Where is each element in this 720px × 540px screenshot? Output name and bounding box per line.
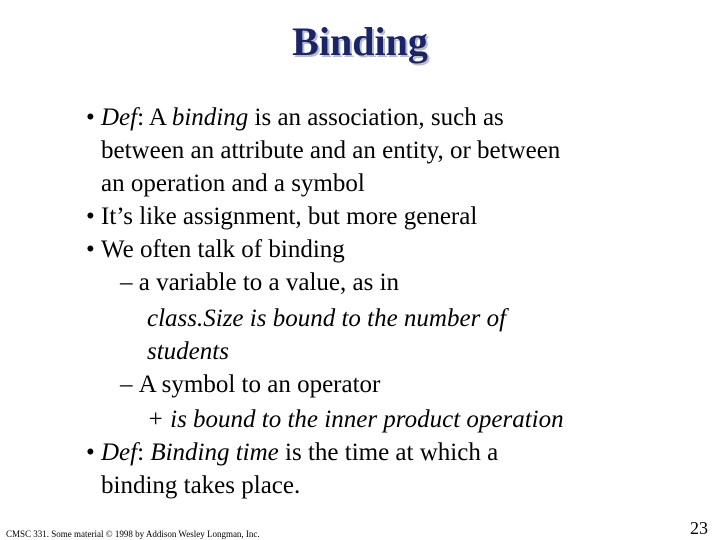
bullet-text: It’s like assignment, but more general	[101, 203, 478, 230]
bullet-marker: •	[86, 104, 95, 131]
subitem-text: A symbol to an operator	[138, 371, 381, 398]
dash-marker: –	[120, 371, 133, 398]
bullet-marker: •	[86, 236, 95, 263]
def-label: Def	[101, 439, 138, 466]
subitem-variable-to-value	[120, 266, 399, 299]
bullet-marker: •	[86, 203, 95, 230]
subitem-text: a variable to a value, as in	[138, 269, 400, 296]
bullet-marker: •	[86, 439, 95, 466]
bullet-continuation-line: between an attribute and an entity, or between	[101, 137, 561, 164]
bullet-continuation-line: binding takes place.	[101, 472, 301, 499]
term-binding-time: Binding time	[150, 439, 279, 466]
page-number: 23	[690, 518, 708, 538]
example-line: + is bound to the inner product operation	[147, 406, 564, 433]
example-line: students	[147, 338, 229, 365]
def-separator: :	[137, 104, 145, 131]
bullet-text	[101, 101, 504, 134]
term-binding: binding	[171, 104, 249, 131]
bullet-text: We often talk of binding	[101, 236, 345, 263]
bullet-continuation-line: an operation and a symbol	[101, 170, 365, 197]
def-label: Def	[101, 104, 138, 131]
text-post: is an association, such as	[248, 104, 504, 131]
def-separator: :	[137, 439, 145, 466]
text-pre: A	[144, 104, 172, 131]
subitem-symbol-to-operator	[120, 368, 380, 401]
dash-marker: –	[120, 269, 133, 296]
footer-copyright: CMSC 331. Some material © 1998 by Addison Wesley Longman, Inc.	[6, 529, 260, 539]
slide-title: Binding	[292, 19, 428, 64]
text-post: is the time at which a	[278, 439, 499, 466]
bullet-text	[101, 436, 498, 469]
example-line: class.Size is bound to the number of	[147, 305, 507, 332]
